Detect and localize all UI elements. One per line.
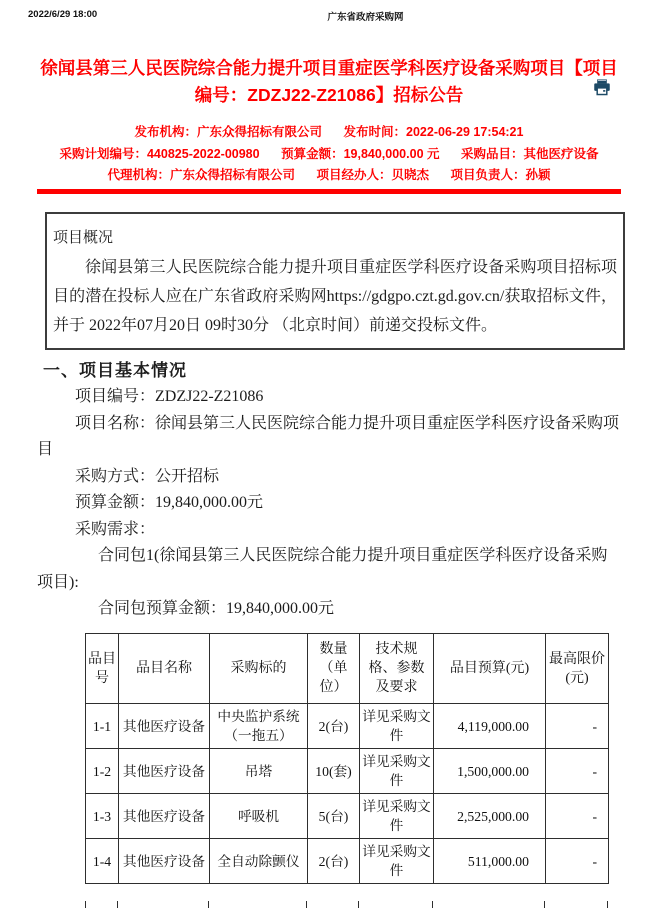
col-item-name: 品目名称: [119, 634, 210, 704]
col-specs: 技术规格、参数及要求: [360, 634, 434, 704]
cell-specs: 详见采购文件: [360, 749, 434, 794]
budget-line: 预算金额：19,840,000.00元: [75, 494, 264, 511]
project-overview-box: [45, 212, 625, 350]
col-price-limit: 最高限价(元): [546, 634, 609, 704]
cell-subject: 呼吸机: [210, 794, 308, 839]
col-subject: 采购标的: [210, 634, 308, 704]
cell-item-name: 其他医疗设备: [119, 839, 210, 884]
publish-time: 发布时间：2022-06-29 17:54:21: [343, 125, 524, 139]
cell-specs: 详见采购文件: [360, 839, 434, 884]
table-row: [86, 839, 609, 884]
next-row-stub: [607, 901, 608, 908]
next-row-stub: [208, 901, 209, 908]
next-row-stub: [306, 901, 307, 908]
col-quantity: 数量（单位）: [308, 634, 360, 704]
procurement-method-line: 采购方式：公开招标: [75, 467, 220, 485]
col-item-no: 品目号: [86, 634, 119, 704]
overview-heading: 项目概况: [53, 230, 114, 246]
next-row-stub: [358, 901, 359, 908]
next-row-stub: [432, 901, 433, 908]
cell-specs: 详见采购文件: [360, 704, 434, 749]
red-divider: [37, 189, 621, 194]
announcement-meta: [37, 122, 621, 187]
table-row: [86, 704, 609, 749]
cell-quantity: 5(台): [308, 794, 360, 839]
basic-info-list: [37, 384, 621, 623]
col-budget: 品目预算(元): [434, 634, 546, 704]
project-owner: 项目负责人：孙颖: [450, 168, 551, 182]
cell-quantity: 2(台): [308, 704, 360, 749]
next-row-stub: [85, 901, 86, 908]
cell-item-name: 其他医疗设备: [119, 704, 210, 749]
page-title: 徐闻县第三人民医院综合能力提升项目重症医学科医疗设备采购项目【项目编号：ZDZJ22-Z21086】招标公告: [40, 58, 618, 105]
cell-item-no: 1-4: [86, 839, 119, 884]
overview-paragraph: 徐闻县第三人民医院综合能力提升项目重症医学科医疗设备采购项目招标项目的潜在投标人应在广东省政府采购网https://gdgpo.czt.gd.gov.cn/获取招标文件，并于 2022年07月20日 09时30分 （北京时间）前递交投标文件。: [53, 259, 617, 334]
agency: 代理机构：广东众得招标有限公司: [107, 168, 295, 182]
cell-item-no: 1-2: [86, 749, 119, 794]
meta-line-3: [37, 165, 621, 187]
cell-price-limit: -: [546, 704, 609, 749]
printer-icon: [593, 84, 611, 99]
cell-price-limit: -: [546, 794, 609, 839]
package-budget-line: 合同包预算金额：19,840,000.00元: [98, 600, 335, 617]
section-basic-heading: 一、项目基本情况: [43, 361, 187, 380]
cell-subject: 吊塔: [210, 749, 308, 794]
contract-package-line: 合同包1(徐闻县第三人民医院综合能力提升项目重症医学科医疗设备采购项目):: [37, 547, 608, 591]
meta-line-2: [37, 144, 621, 166]
cell-specs: 详见采购文件: [360, 794, 434, 839]
publish-org: 发布机构：广东众得招标有限公司: [134, 125, 323, 139]
cell-budget: 511,000.00: [434, 839, 546, 884]
cell-price-limit: -: [546, 749, 609, 794]
project-number-line: 项目编号：ZDZJ22-Z21086: [75, 388, 264, 405]
table-row: [86, 794, 609, 839]
cell-item-no: 1-1: [86, 704, 119, 749]
project-handler: 项目经办人：贝晓杰: [316, 168, 429, 182]
procurement-category: 采购品目：其他医疗设备: [460, 146, 599, 161]
items-table: [85, 633, 609, 884]
site-title: 广东省政府采购网: [327, 12, 404, 23]
cell-item-name: 其他医疗设备: [119, 794, 210, 839]
project-name-line: 项目名称：徐闻县第三人民医院综合能力提升项目重症医学科医疗设备采购项目: [37, 414, 620, 458]
cell-budget: 1,500,000.00: [434, 749, 546, 794]
budget-amount: 预算金额：19,840,000.00 元: [281, 146, 440, 161]
cell-price-limit: -: [546, 839, 609, 884]
table-row: [86, 749, 609, 794]
print-datetime: 2022/6/29 18:00: [28, 9, 98, 20]
plan-number: 采购计划编号：440825-2022-00980: [59, 146, 260, 161]
meta-line-1: [37, 122, 621, 144]
print-button[interactable]: [593, 79, 611, 96]
cell-budget: 2,525,000.00: [434, 794, 546, 839]
demand-line: 采购需求：: [75, 520, 156, 538]
next-row-stub: [117, 901, 118, 908]
cell-budget: 4,119,000.00: [434, 704, 546, 749]
cell-item-no: 1-3: [86, 794, 119, 839]
cell-quantity: 10(套): [308, 749, 360, 794]
cell-subject: 中央监护系统（一拖五）: [210, 704, 308, 749]
cell-subject: 全自动除颤仪: [210, 839, 308, 884]
table-header-row: [86, 634, 609, 704]
cell-quantity: 2(台): [308, 839, 360, 884]
next-row-stub: [544, 901, 545, 908]
cell-item-name: 其他医疗设备: [119, 749, 210, 794]
